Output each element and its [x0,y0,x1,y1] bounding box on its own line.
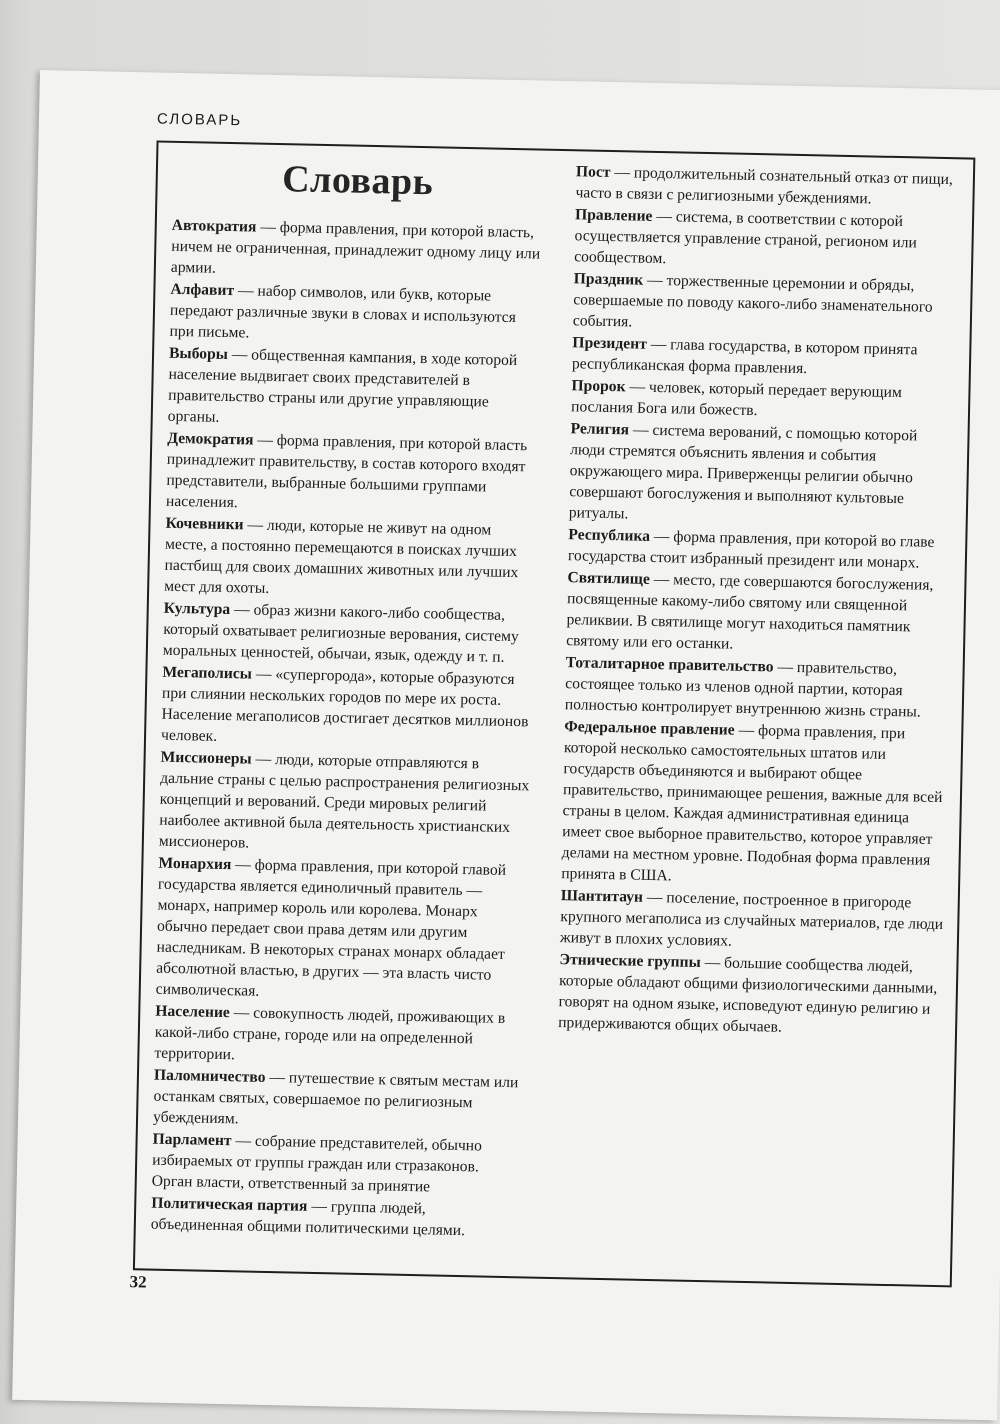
glossary-term: Автократия [171,216,257,236]
glossary-term: Парламент [152,1130,232,1150]
glossary-definition: — место, где совершаются богослужения, посвященные какому-либо святому или священной реликвии. В святилище могут находиться памятник святому или его останки. [565,570,934,653]
book-page [12,70,1000,1420]
glossary-definition: — путешествие к святым местам или останкам святых, совершаемое по религиозным убеждениям. [152,1068,519,1128]
glossary-definition: — торжественные церемонии и обряды, совершаемые по поводу какого-либо знаменательного события. [572,271,933,331]
glossary-entry [569,418,956,531]
glossary-term: Демократия [167,429,254,449]
glossary-definition: — форма правления, при которой власть принадлежит правительству, в состав которого входят представители, выбранные большими группами населения. [165,431,528,512]
glossary-definition: — глава государства, в котором принята республиканская форма правления. [571,335,918,378]
left-entry-list [151,215,542,1243]
glossary-entry [171,215,542,286]
glossary-entry [153,1065,524,1136]
glossary-definition: — человек, который передает верующим послания Бога или божеств. [570,378,903,420]
glossary-entry [566,567,953,659]
glossary-term: Миссионеры [160,748,252,768]
glossary-term: Федеральное правление [564,718,735,739]
glossary-entry [568,524,954,574]
glossary-term: Мегаполисы [162,663,253,683]
glossary-entry [169,279,540,350]
glossary-entry [561,716,949,892]
glossary-frame [133,140,975,1287]
glossary-definition: — большие сообщества людей, которые обладают общими физиологическими данными, говорят на одном языке, исповедуют единую религию и придерживаются общих обычаев. [557,954,938,1036]
glossary-term: Население [155,1002,231,1022]
glossary-definition: — группа людей, объединенная общими политическими целями. [150,1197,466,1240]
glossary-entry [558,949,945,1041]
left-column [151,149,544,1244]
glossary-term: Республика [568,526,651,545]
glossary-term: Пост [575,163,611,181]
glossary-definition: — набор символов, или букв, которые передают различные звуки в словах и используются при письме. [169,282,517,342]
glossary-term: Святилище [567,569,651,588]
glossary-entry [565,652,951,723]
glossary-definition: — собрание представителей, обычно избираемых от группы граждан или стразаконов. Орган власти, ответственный за принятие [151,1132,483,1196]
glossary-term: Алфавит [170,280,235,300]
glossary-entry [168,343,540,435]
glossary-entry [163,598,534,669]
glossary-definition: — общественная кампания, в ходе которой население выдвигает своих представителей в правительство страны или другие управляющие органы. [167,345,518,426]
glossary-definition: — система верований, с помощью которой люди стремятся объяснить явления и события окружающего мира. Приверженцы религии обычно совершают богослужения и выполняют культовые ритуалы. [568,421,918,523]
glossary-term: Политическая партия [151,1194,308,1215]
glossary-entry [151,1193,522,1243]
glossary-term: Этнические группы [559,951,701,972]
glossary-term: Праздник [573,270,644,289]
glossary-definition: — образ жизни какого-либо сообщества, который охватывает религиозные верования, систему моральных ценностей, обычаи, язык, одежду и т. п. [162,601,519,666]
glossary-entry [164,513,536,605]
glossary-term: Паломничество [153,1066,266,1086]
glossary-term: Религия [570,420,630,439]
glossary-entry [154,1001,525,1072]
right-entry-list [558,161,961,1041]
glossary-definition: — люди, которые отправляются в дальние страны с целью распространения религиозных концепций и верований. Среди мировых религий наиболее активной была деятельность христианских миссионеров. [158,750,530,852]
glossary-term: Монархия [158,854,232,874]
glossary-definition: — форма правления, при которой во главе государства стоит избранный президент или монарх. [567,527,935,572]
glossary-term: Правление [574,206,653,225]
glossary-definition: — совокупность людей, проживающих в какой-либо стране, городе или на определенной территории. [154,1004,506,1064]
running-head: СЛОВАРЬ [156,110,243,130]
glossary-definition: — люди, которые не живут на одном месте, а постоянно перемещаются в поисках лучших пастбищ для своих домашних животных или лучших мест для охоты. [164,516,519,597]
glossary-entry [161,662,533,754]
glossary-definition: — форма правления, при которой власть, ничем не ограниченная, принадлежит одному лицу или армии. [170,218,541,277]
glossary-term: Шантитаун [560,887,644,906]
glossary-definition: — поселение, построенное в пригороде крупного мегаполиса из случайных материалов, где люди живут в плохих условиях. [559,888,944,950]
right-column [558,161,961,1042]
glossary-entry [166,428,538,520]
glossary-entry [571,375,957,425]
glossary-entry [159,747,531,860]
glossary-term: Выборы [168,344,229,363]
glossary-entry [156,853,529,1008]
glossary-definition: — система, в соответствии с которой осуществляется управление страной, регионом или сообществом. [574,207,918,268]
glossary-term: Президент [572,334,648,353]
glossary-term: Пророк [571,377,626,396]
glossary-definition: — продолжительный сознательный отказ от пищи, часто в связи с религиозными убеждениями. [575,163,954,208]
glossary-term: Культура [163,599,231,619]
glossary-definition: — форма правления, при которой главой государства является единоличный правитель — монарх, например король или королева. Монарх обычно передает свои права детям или другим наследникам. В некоторых странах монарх обладает абсолютной властью, в других — эта власть чисто символическая. [155,856,507,1000]
glossary-entry [152,1129,523,1200]
glossary-entry [573,268,959,339]
glossary-definition: — правительство, состоящее только из членов одной партии, которая полностью контролирует внутреннюю жизнь страны. [564,658,921,721]
glossary-entry [560,885,946,956]
glossary-term: Тоталитарное правительство [565,654,774,676]
page-number: 32 [129,1272,147,1292]
page-title: Словарь [281,158,434,204]
glossary-definition: — форма правления, при которой несколько самостоятельных штатов или государств объединяются и выбирают общее правительство, принимающее решения, важные для всей страны в целом. Каждая административная единица имеет свое выборное правительство, которое управляет делами на местном уровне. Подобная форма правления принята в США. [561,721,943,885]
glossary-definition: — «супергорода», которые образуются при слиянии нескольких городов по мере их роста. Население мегаполисов достигает десятков миллионов человек. [160,665,529,745]
glossary-entry [572,332,958,382]
glossary-entry [574,204,960,275]
glossary-entry [575,161,961,211]
glossary-term: Кочевники [165,514,244,534]
